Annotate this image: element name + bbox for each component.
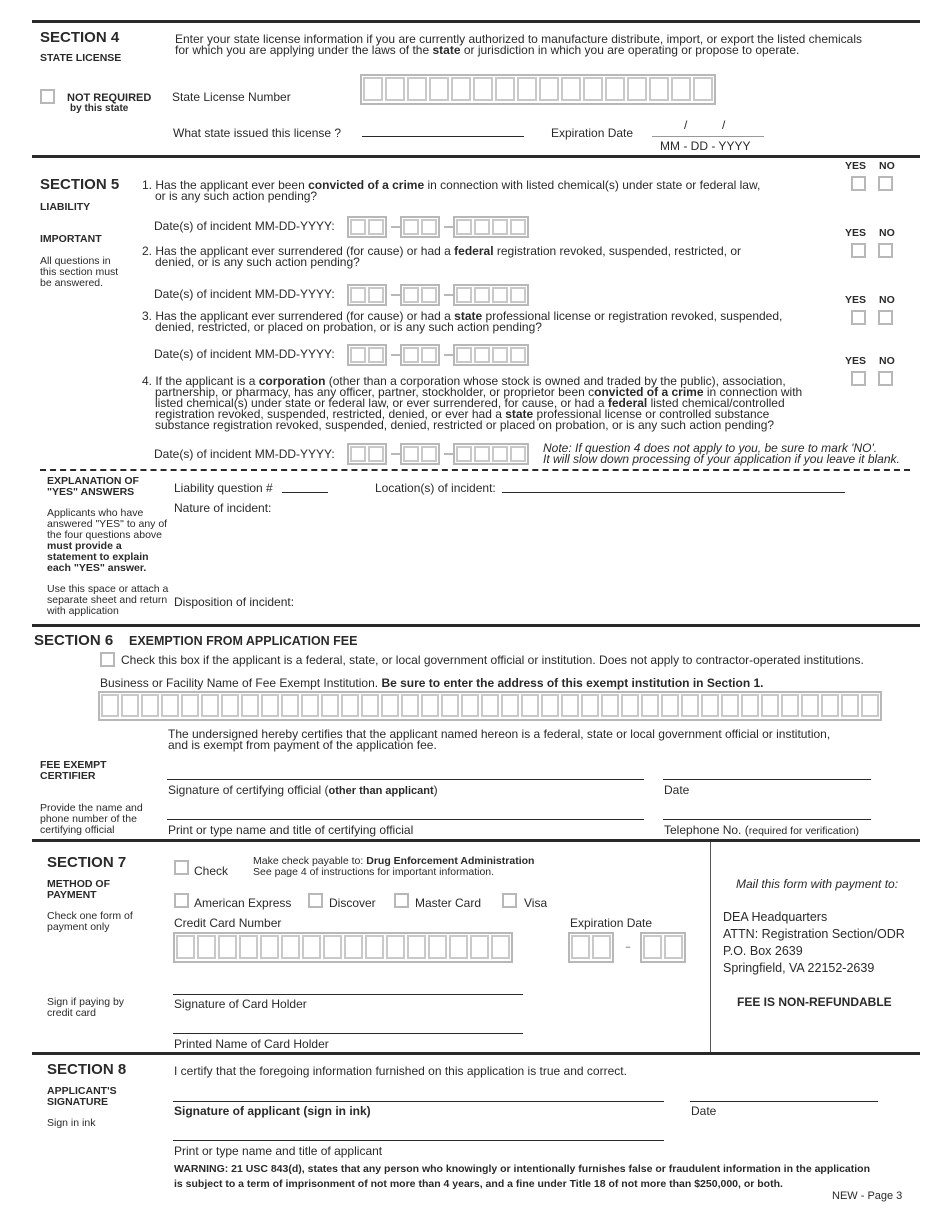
q4-bold4: state: [505, 407, 534, 421]
phone-label-text: Telephone No. (: [664, 823, 749, 837]
q3-date-label: Date(s) of incident MM-DD-YYYY:: [154, 347, 335, 361]
disposition-label: Disposition of incident:: [174, 595, 295, 609]
section8-sign-note: Sign in ink: [47, 1117, 96, 1129]
certify-line2: and is exempt from payment of the application fee.: [168, 738, 437, 752]
sign-credit-note: Sign if paying by credit card: [47, 996, 125, 1019]
q4-note-line2: It will slow down processing of your application if you leave it blank.: [543, 452, 900, 466]
section7-subtitle: METHOD OF PAYMENT: [47, 878, 110, 901]
certifying-date-label: Date: [664, 783, 690, 797]
section4-title: SECTION 4: [40, 29, 120, 46]
q1-yes-checkbox[interactable]: [851, 176, 866, 191]
certify-line1: The undersigned hereby certifies that the applicant named hereon is a federal, state or local government official or institution,: [168, 727, 831, 741]
card-holder-name-input[interactable]: [173, 1033, 523, 1034]
q3-date-dd[interactable]: [400, 344, 440, 366]
card-holder-signature-label: Signature of Card Holder: [174, 997, 307, 1011]
date-slash-2: /: [722, 118, 726, 132]
phone-label-small: required for verification): [748, 825, 860, 837]
q4-date-dash1: [391, 453, 400, 455]
q1-bold: convicted of a crime: [308, 178, 425, 192]
certifying-date-input[interactable]: [663, 779, 871, 780]
payable-bold: Drug Enforcement Administration: [366, 855, 535, 867]
section7-note: Check one form of payment only: [47, 910, 133, 933]
warning-line1: WARNING: 21 USC 843(d), states that any person who knowingly or intentionally furnishes false or fraudulent information in the application: [174, 1163, 870, 1175]
state-issued-input[interactable]: [362, 136, 524, 137]
q4-no-header: NO: [879, 355, 895, 367]
card-number-label: Credit Card Number: [174, 916, 282, 930]
q1-yes-header: YES: [845, 160, 867, 172]
section4-subtitle: STATE LICENSE: [40, 52, 122, 64]
section7-title: SECTION 7: [47, 854, 127, 871]
mail-title: Mail this form with payment to:: [736, 877, 899, 891]
q3-line2: denied, restricted, or placed on probation, or is any such action pending?: [155, 320, 542, 334]
q2-date-mm[interactable]: [347, 284, 387, 306]
section6-title: SECTION 6: [34, 632, 114, 649]
sig-label-text: Signature of certifying official (: [168, 783, 329, 797]
section4-expiration-label: Expiration Date: [551, 126, 634, 140]
section8-top-rule: [32, 1052, 920, 1055]
exemption-checkbox[interactable]: [100, 652, 115, 667]
q1-text: 1. Has the applicant ever been: [142, 178, 309, 192]
q1-date-dash2: [444, 226, 453, 228]
q4-date-dd[interactable]: [400, 443, 440, 465]
certifying-phone-input[interactable]: [663, 819, 871, 820]
section8-certify: I certify that the foregoing information furnished on this application is true and correct.: [174, 1064, 627, 1078]
q3-date-mm[interactable]: [347, 344, 387, 366]
master-card-label: Master Card: [415, 896, 482, 910]
q1-date-dd[interactable]: [400, 216, 440, 238]
payable-line2: See page 4 of instructions for important information.: [253, 866, 495, 878]
applicant-name-input[interactable]: [173, 1140, 664, 1141]
q1-date-mm[interactable]: [347, 216, 387, 238]
date-format-hint: MM - DD - YYYY: [660, 139, 751, 153]
visa-label: Visa: [524, 896, 548, 910]
location-input[interactable]: [502, 492, 845, 493]
location-label: Location(s) of incident:: [375, 481, 496, 495]
q1-no-header: NO: [879, 160, 895, 172]
certifier-note: Provide the name and phone number of the certifying official: [40, 802, 143, 836]
applicant-signature-input[interactable]: [173, 1101, 664, 1102]
applicant-signature-label: Signature of applicant (sign in ink): [174, 1104, 371, 1118]
q2-date-dash1: [391, 294, 400, 296]
address-line-4: Springfield, VA 22152-2639: [723, 961, 875, 975]
q1-date-dash1: [391, 226, 400, 228]
certifying-signature-label: [168, 783, 438, 797]
q4-text-g: registration revoked, suspended, restricted, denied, or ever had a: [155, 407, 506, 421]
business-name-input[interactable]: [98, 691, 882, 721]
business-label-text: Business or Facility Name of Fee Exempt Institution.: [100, 676, 382, 690]
certifying-phone-label: [664, 823, 859, 837]
section6-subtitle: EXEMPTION FROM APPLICATION FEE: [129, 634, 358, 648]
section8-title: SECTION 8: [47, 1061, 127, 1078]
important-label: IMPORTANT: [40, 233, 102, 245]
section6-top-rule: [32, 624, 920, 627]
q4-yes-checkbox[interactable]: [851, 371, 866, 386]
q3-bold: state: [454, 309, 483, 323]
explanation-text: Applicants who have answered "YES" to any of the four questions above: [47, 507, 168, 541]
q2-no-header: NO: [879, 227, 895, 239]
q4-date-label: Date(s) of incident MM-DD-YYYY:: [154, 447, 335, 461]
q3-date-dash1: [391, 354, 400, 356]
liability-question-label: Liability question #: [174, 481, 273, 495]
section4-top-rule: [32, 20, 920, 23]
q3-date-yyyy[interactable]: [453, 344, 529, 366]
applicant-date-label: Date: [691, 1104, 717, 1118]
section4-intro-line2: [175, 43, 799, 57]
q2-date-label: Date(s) of incident MM-DD-YYYY:: [154, 287, 335, 301]
sig-label-end: ): [433, 783, 438, 797]
q1-line2: or is any such action pending?: [155, 189, 318, 203]
q4-line5: substance registration revoked, suspended, denied, restricted or placed on probation, or is any such action pending?: [155, 418, 775, 432]
section7-divider: [710, 842, 711, 1052]
check-payment-checkbox[interactable]: [174, 860, 189, 875]
q2-text: 2. Has the applicant ever surrendered (for cause) or had a: [142, 244, 455, 258]
q3-text-b: professional license or registration revoked, suspended,: [482, 309, 783, 323]
q4-no-checkbox[interactable]: [878, 371, 893, 386]
exemption-check-text: Check this box if the applicant is a federal, state, or local government official or institution. Does not apply to contractor-operated institutions.: [121, 653, 864, 667]
sig-label-bold: other than applicant: [328, 785, 434, 797]
q4-text-e: listed chemical(s) under state or federal law, or ever surrendered, for cause, or had a: [155, 396, 608, 410]
card-exp-dash: -: [625, 936, 631, 956]
explanation-title: EXPLANATION OF "YES" ANSWERS: [47, 475, 139, 498]
explanation-para1: [47, 508, 171, 574]
payable-text: Make check payable to:: [253, 855, 367, 867]
q4-text-c: partnership, or pharmacy, has any officer, partner, stockholder, or proprietor been c: [155, 385, 595, 399]
q2-yes-checkbox[interactable]: [851, 243, 866, 258]
section4-expiration-input[interactable]: [652, 136, 764, 137]
q1-no-checkbox[interactable]: [878, 176, 893, 191]
q4-yes-header: YES: [845, 355, 867, 367]
q4-text: 4. If the applicant is a: [142, 374, 259, 388]
section4-intro-line1: Enter your state license information if you are currently authorized to manufacture distribute, import, or export the listed chemicals: [175, 32, 862, 46]
certifying-signature-input[interactable]: [167, 779, 644, 780]
american-express-label: American Express: [194, 896, 292, 910]
section5-top-rule: [32, 155, 920, 158]
state-issued-label: What state issued this license ?: [173, 126, 342, 140]
q4-text-b: (other than a corporation whose stock is owned and traded by the public), association,: [325, 374, 786, 388]
q4-bold3: federal: [607, 396, 648, 410]
card-exp-month-input[interactable]: [568, 932, 614, 963]
q4-text-f: listed chemical/controlled: [647, 396, 785, 410]
q3-no-header: NO: [879, 294, 895, 306]
address-line-3: P.O. Box 2639: [723, 944, 803, 958]
card-holder-name-label: Printed Name of Card Holder: [174, 1037, 329, 1051]
applicant-name-label: Print or type name and title of applicant: [174, 1144, 383, 1158]
q3-no-checkbox[interactable]: [878, 310, 893, 325]
business-name-label: [100, 676, 764, 690]
q1-date-label: Date(s) of incident MM-DD-YYYY:: [154, 219, 335, 233]
q3-yes-checkbox[interactable]: [851, 310, 866, 325]
q4-text-h: professional license or controlled substance: [533, 407, 770, 421]
q3-yes-header: YES: [845, 294, 867, 306]
certifying-name-label: Print or type name and title of certifying official: [168, 823, 414, 837]
non-refundable-notice: FEE IS NON-REFUNDABLE: [737, 995, 892, 1009]
q4-bold1: corporation: [258, 374, 326, 388]
q2-date-dd[interactable]: [400, 284, 440, 306]
business-label-bold: Be sure to enter the address of this exempt institution in Section 1.: [381, 676, 764, 690]
q1-date-yyyy[interactable]: [453, 216, 529, 238]
q3-date-dash2: [444, 354, 453, 356]
intro-text: for which you are applying under the laws of the: [175, 43, 433, 57]
certifying-name-input[interactable]: [167, 819, 644, 820]
address-line-1: DEA Headquarters: [723, 910, 828, 924]
explanation-para2: Use this space or attach a separate sheet and return with application: [47, 583, 169, 617]
card-number-input[interactable]: [173, 932, 513, 963]
not-required-sub: by this state: [70, 103, 129, 114]
section5-title: SECTION 5: [40, 176, 120, 193]
license-number-label: State License Number: [172, 90, 291, 104]
section5-subtitle: LIABILITY: [40, 201, 91, 213]
card-expiration-label: Expiration Date: [570, 916, 653, 930]
q3-text: 3. Has the applicant ever surrendered (for cause) or had a: [142, 309, 455, 323]
not-required-checkbox[interactable]: [40, 89, 55, 104]
visa-checkbox[interactable]: [502, 893, 517, 908]
intro-text-end: or jurisdiction in which you are operating or propose to operate.: [460, 43, 800, 57]
q4-bold2: onvicted of a crime: [594, 385, 704, 399]
license-number-input[interactable]: [360, 74, 716, 105]
q2-date-dash2: [444, 294, 453, 296]
important-note: All questions in this section must be answered.: [40, 255, 119, 289]
q2-no-checkbox[interactable]: [878, 243, 893, 258]
q4-date-yyyy[interactable]: [453, 443, 529, 465]
q4-date-dash2: [444, 453, 453, 455]
certifier-title: FEE EXEMPT CERTIFIER: [40, 759, 107, 782]
not-required-label: NOT REQUIRED: [67, 92, 152, 104]
q4-date-mm[interactable]: [347, 443, 387, 465]
intro-bold: state: [432, 43, 461, 57]
check-payment-label: Check: [194, 864, 229, 878]
q2-yes-header: YES: [845, 227, 867, 239]
q4-text-d: in connection with: [703, 385, 803, 399]
explanation-bold: must provide a statement to explain each "YES" answer.: [47, 540, 149, 574]
address-line-2: ATTN: Registration Section/ODR: [723, 927, 905, 941]
master-card-checkbox[interactable]: [394, 893, 409, 908]
discover-checkbox[interactable]: [308, 893, 323, 908]
card-exp-year-input[interactable]: [640, 932, 686, 963]
q2-date-yyyy[interactable]: [453, 284, 529, 306]
q1-text-b: in connection with listed chemical(s) under state or federal law,: [424, 178, 761, 192]
nature-label: Nature of incident:: [174, 501, 272, 515]
liability-question-input[interactable]: [282, 492, 328, 493]
q2-line2: denied, or is any such action pending?: [155, 255, 360, 269]
date-slash-1: /: [684, 118, 688, 132]
page-label: NEW - Page 3: [832, 1190, 903, 1202]
section7-top-rule: [32, 839, 920, 842]
american-express-checkbox[interactable]: [174, 893, 189, 908]
warning-line2: is subject to a term of imprisonment of not more than 4 years, and a fine under Title 18 of not more than $250,000, or both.: [174, 1178, 783, 1190]
q2-text-b: registration revoked, suspended, restricted, or: [493, 244, 741, 258]
q2-bold: federal: [454, 244, 494, 258]
card-holder-signature-input[interactable]: [173, 994, 523, 995]
section8-subtitle: APPLICANT'S SIGNATURE: [47, 1085, 117, 1108]
discover-label: Discover: [329, 896, 376, 910]
explanation-dashed-rule: [40, 469, 910, 471]
q4-note-line1: Note: If question 4 does not apply to you, be sure to mark 'NO'.: [543, 441, 878, 455]
applicant-date-input[interactable]: [690, 1101, 878, 1102]
